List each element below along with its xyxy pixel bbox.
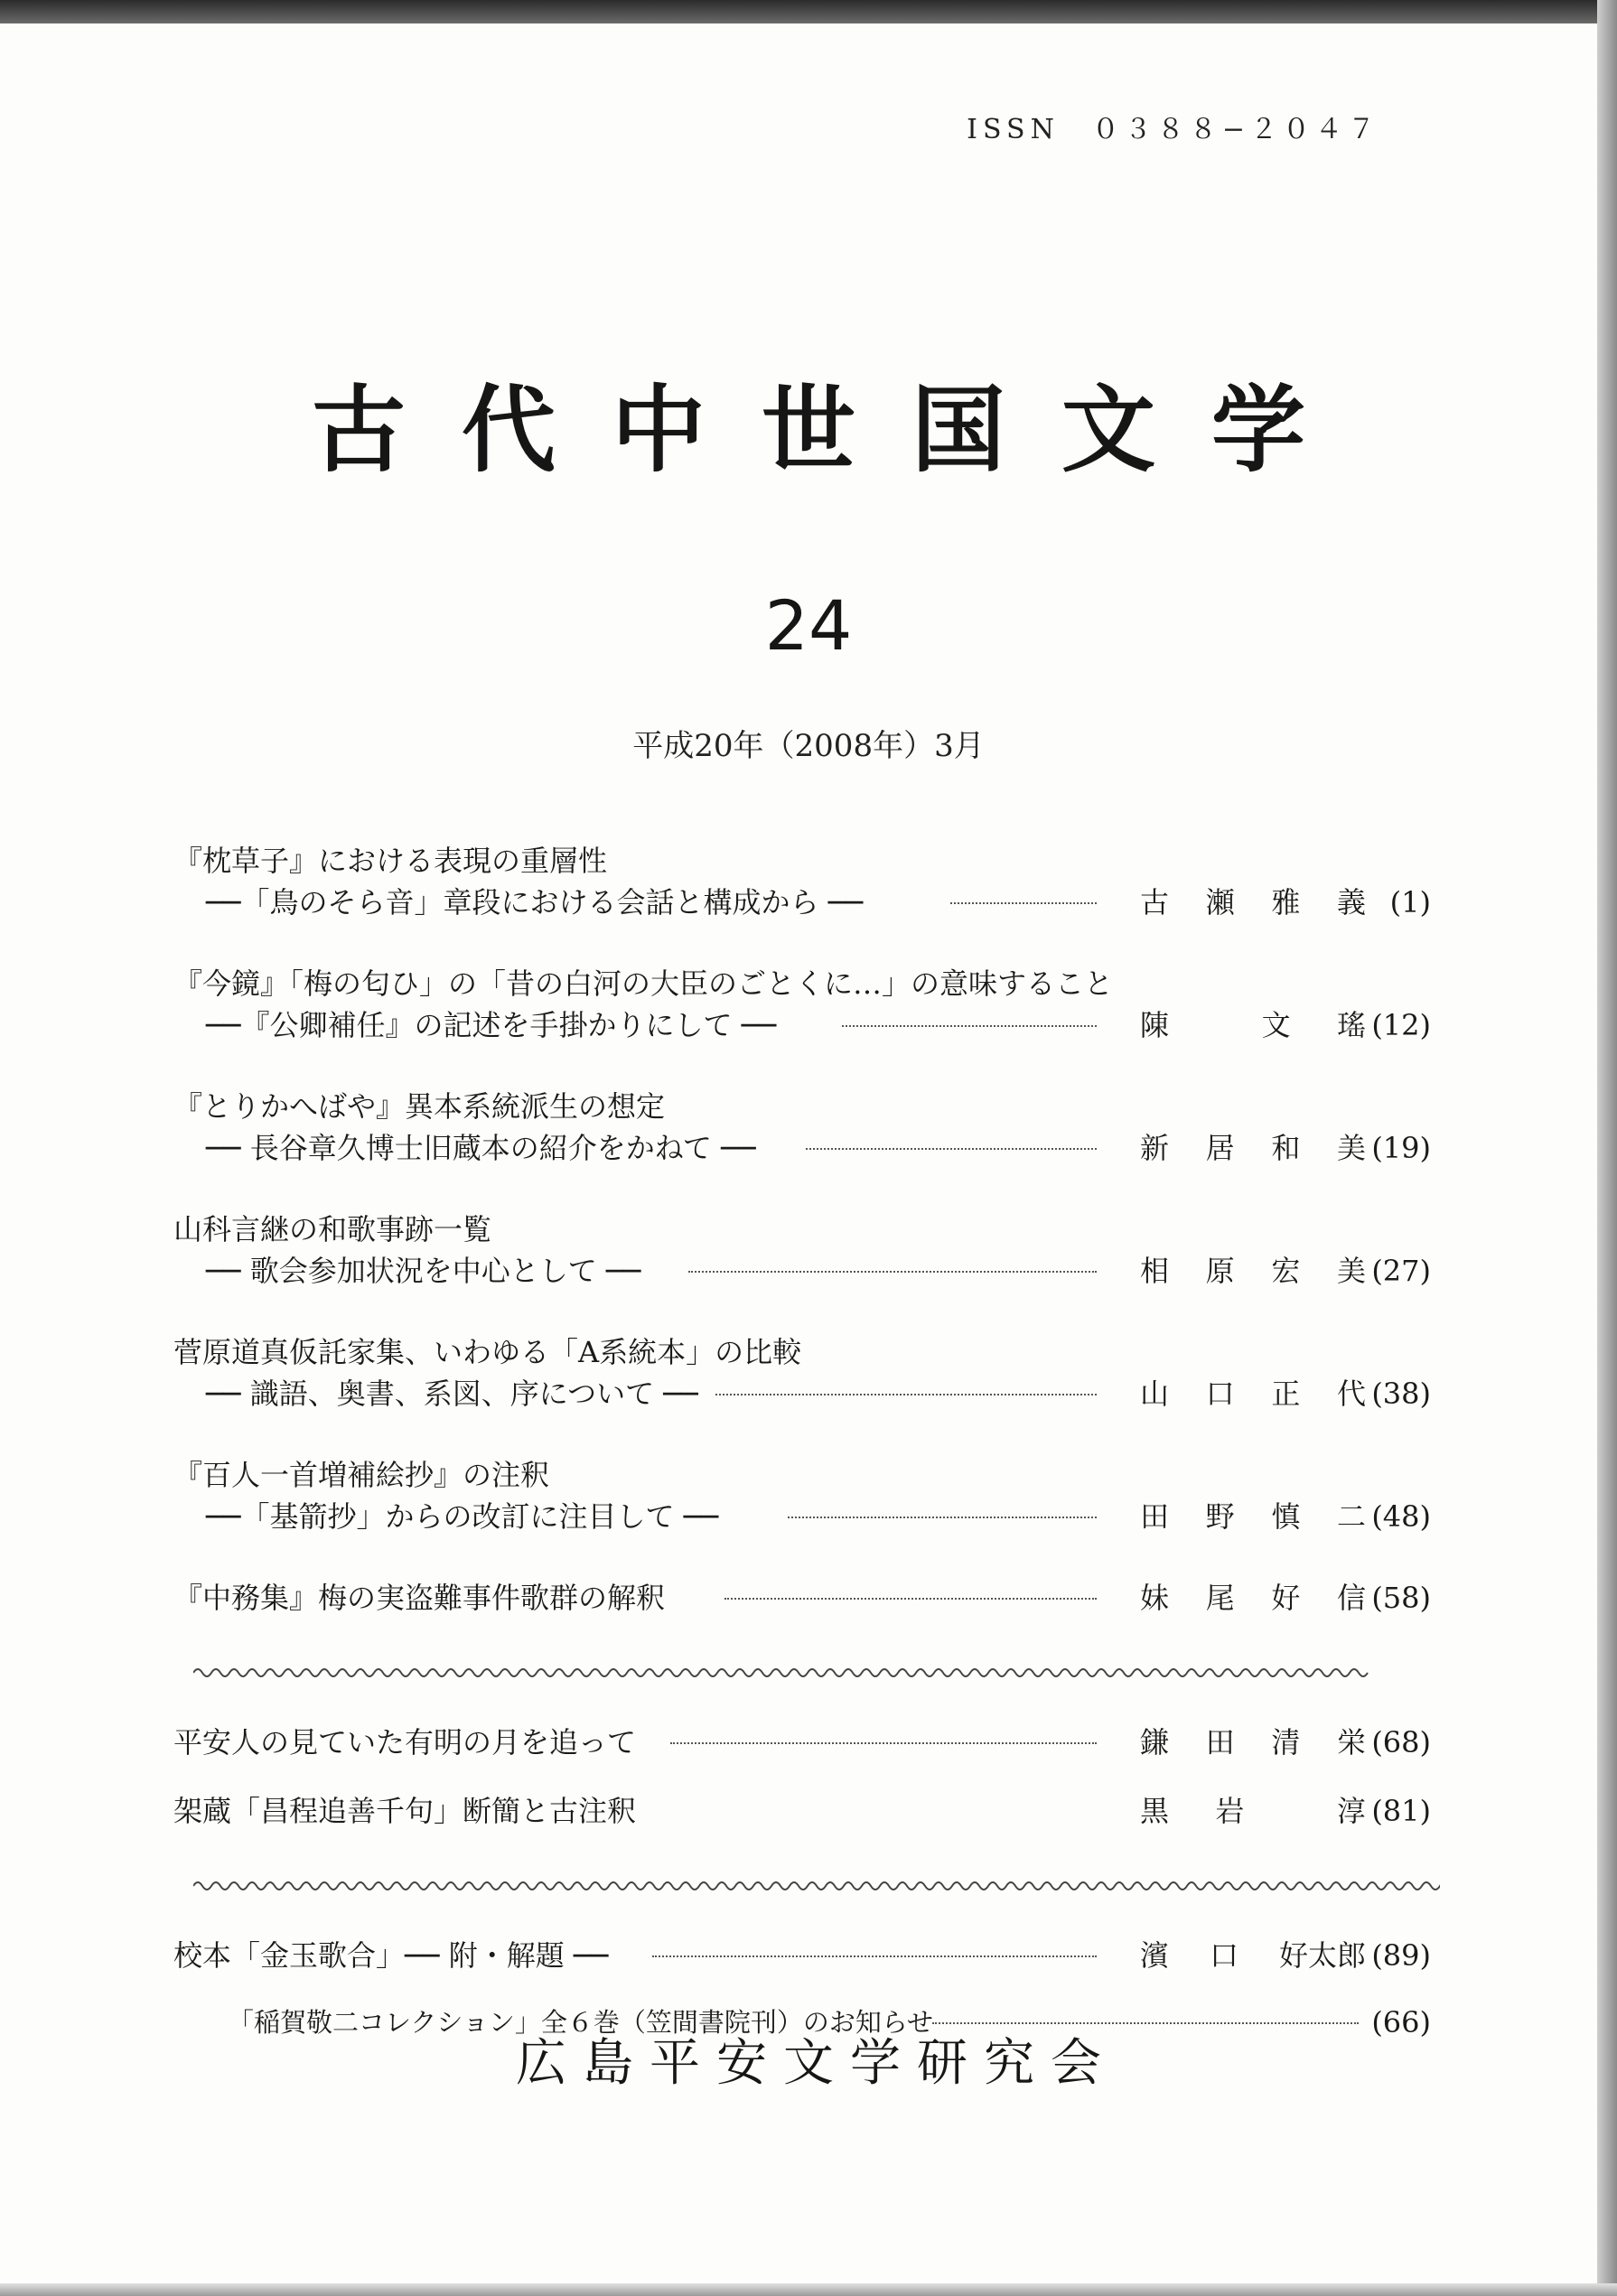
article-title: 架蔵「昌程追善千句」断簡と古注釈 [173, 1794, 637, 1828]
wavy-divider [193, 1877, 1440, 1895]
toc-entry[interactable] [173, 840, 1431, 923]
article-subtitle: ── 長谷章久博士旧蔵本の紹介をかねて ── [206, 1131, 756, 1165]
page-number: (58) [1371, 1581, 1431, 1615]
article-subtitle: ──「基箭抄」からの改訂に注目して ── [206, 1499, 719, 1534]
author-name: 相 原 宏 美 [1140, 1254, 1366, 1288]
page-number: (38) [1371, 1377, 1431, 1411]
article-title: 山科言継の和歌事跡一覧 [173, 1212, 492, 1246]
publisher-name: 広島平安文学研究会 [516, 2034, 1117, 2093]
dot-leader [670, 1742, 1097, 1744]
table-of-contents [173, 840, 1431, 2083]
volume-number: 24 [764, 585, 853, 666]
dot-leader [788, 1517, 1097, 1518]
wavy-divider [193, 1664, 1440, 1682]
article-title: 『今鏡』「梅の匂ひ」の「昔の白河の大臣のごとくに…」の意味すること [173, 966, 1114, 1001]
scan-edge-top [0, 0, 1617, 23]
article-title: 『百人一首増補絵抄』の注釈 [173, 1458, 550, 1492]
dot-leader [724, 1598, 1097, 1600]
page-number: (81) [1371, 1794, 1431, 1828]
toc-entry[interactable] [173, 1086, 1431, 1169]
author-name: 濱 口 好太郎 [1140, 1938, 1366, 1973]
dot-leader [842, 1025, 1097, 1027]
dot-leader [688, 1271, 1097, 1273]
author-name: 古 瀬 雅 義 [1140, 885, 1366, 919]
article-title: 菅原道真仮託家集、いわゆる「A系統本」の比較 [173, 1335, 802, 1369]
article-title: 『中務集』梅の実盗難事件歌群の解釈 [173, 1581, 666, 1615]
journal-title: 古代中世国文学 [311, 375, 1361, 485]
article-title: 平安人の見ていた有明の月を追って [173, 1725, 637, 1759]
page-number: (68) [1371, 1725, 1431, 1759]
author-name: 新 居 和 美 [1140, 1131, 1366, 1165]
article-subtitle: ── 識語、奥書、系図、序について ── [206, 1377, 698, 1411]
toc-entry[interactable] [173, 1722, 1431, 1763]
page-number: (27) [1371, 1254, 1431, 1288]
author-name: 山 口 正 代 [1140, 1377, 1366, 1411]
article-subtitle: ──『公卿補任』の記述を手掛かりにして ── [206, 1008, 777, 1042]
toc-entry[interactable] [173, 1454, 1431, 1537]
article-subtitle: ── 歌会参加状況を中心として ── [206, 1254, 641, 1288]
scan-edge-right [1597, 0, 1617, 2296]
toc-entry[interactable] [173, 963, 1431, 1046]
scan-edge-bottom [0, 2283, 1617, 2296]
notice-text: 「稲賀敬二コレクション」全６巻（笠間書院刊）のお知らせ [228, 2007, 933, 2038]
article-subtitle: ──「鳥のそら音」章段における会話と構成から ── [206, 885, 864, 919]
toc-entry[interactable] [173, 1577, 1431, 1619]
page-number: (48) [1371, 1499, 1431, 1534]
article-title: 『とりかへばや』異本系統派生の想定 [173, 1089, 666, 1124]
page-number: (66) [1371, 2005, 1431, 2039]
dot-leader [715, 1394, 1097, 1395]
dot-leader [950, 902, 1097, 904]
dot-leader [652, 1955, 1097, 1957]
author-name: 鎌 田 清 栄 [1140, 1725, 1366, 1759]
issn-number: ISSN ０３８８−２０４７ [967, 114, 1380, 145]
toc-entry[interactable] [173, 1331, 1431, 1414]
author-name: 田 野 慎 二 [1140, 1499, 1366, 1534]
publication-date: 平成20年（2008年）3月 [632, 728, 985, 764]
page-number: (1) [1389, 885, 1431, 919]
author-name: 陳 文 瑤 [1140, 1008, 1366, 1042]
article-title: 校本「金玉歌合」── 附・解題 ── [173, 1938, 609, 1973]
author-name: 黒 岩 淳 [1140, 1794, 1366, 1828]
page-number: (19) [1371, 1131, 1431, 1165]
toc-entry[interactable] [173, 1790, 1431, 1832]
page-number: (12) [1371, 1008, 1431, 1042]
page-number: (89) [1371, 1938, 1431, 1973]
dot-leader [806, 1148, 1097, 1150]
toc-entry[interactable] [173, 1935, 1431, 1976]
article-title: 『枕草子』における表現の重層性 [173, 844, 608, 878]
author-name: 妹 尾 好 信 [1140, 1581, 1366, 1615]
toc-entry[interactable] [173, 1209, 1431, 1292]
